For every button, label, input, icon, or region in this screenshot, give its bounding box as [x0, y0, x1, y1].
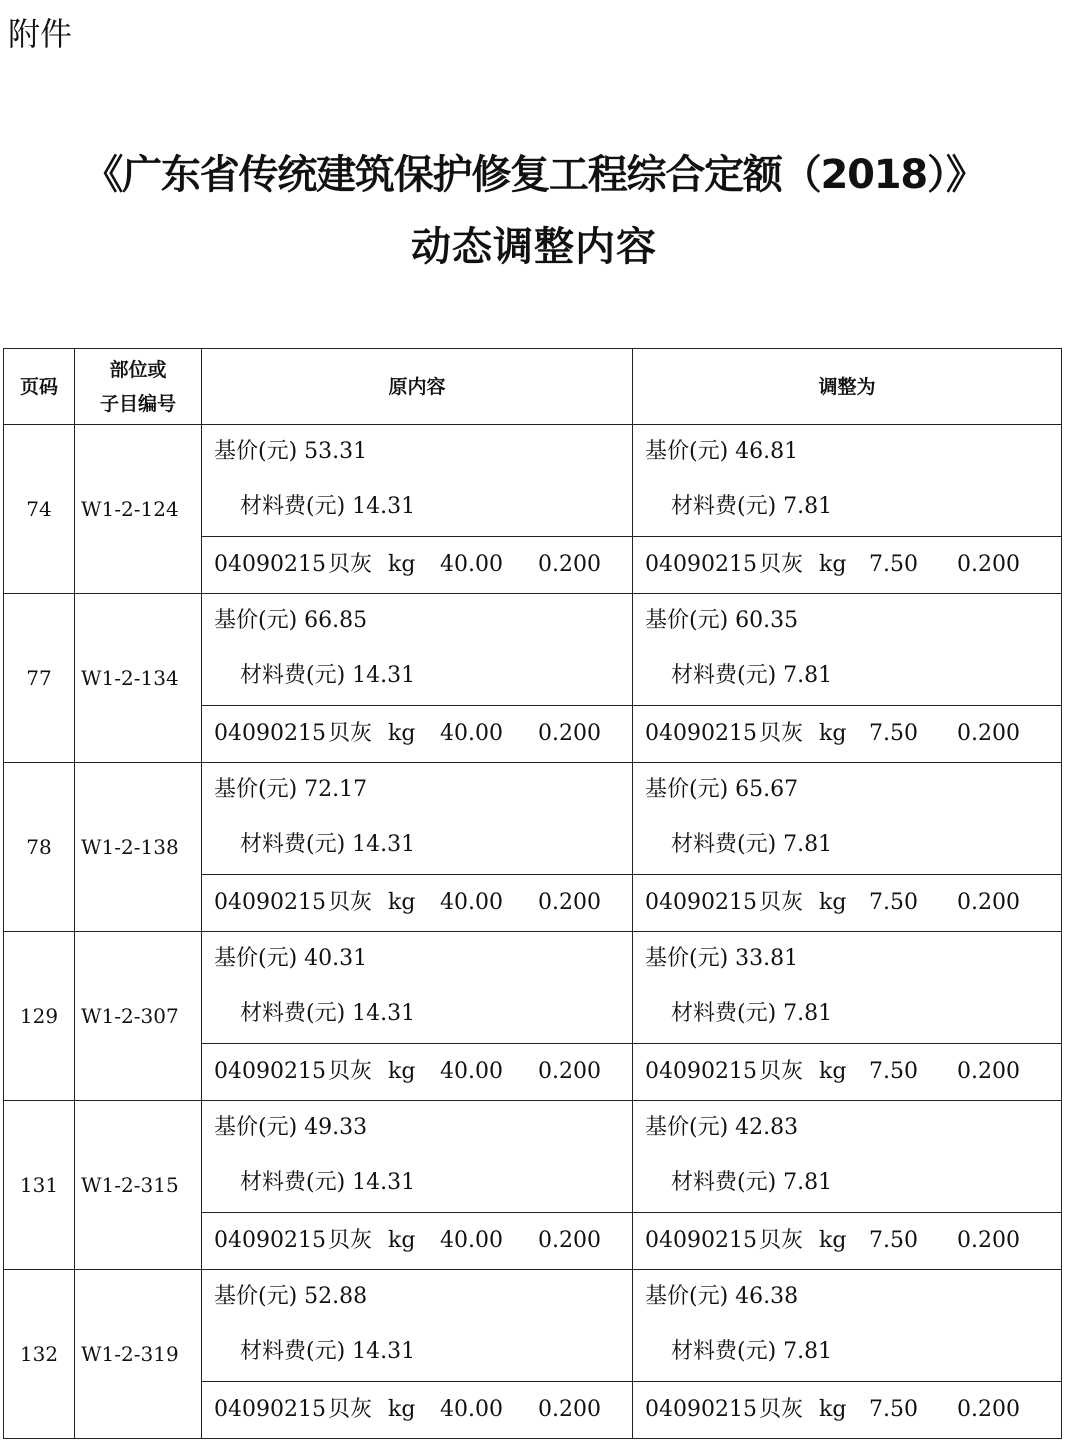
adjusted-material-cost: 材料费(元) 7.81 — [671, 1001, 833, 1026]
header-page: 页码 — [4, 349, 75, 425]
original-material-name: 贝灰 — [328, 1228, 373, 1253]
original-material-cell — [202, 875, 633, 932]
original-material-cost: 材料费(元) 14.31 — [240, 494, 416, 519]
original-material-unit: kg — [388, 721, 416, 746]
adjusted-material-unit: kg — [819, 1397, 847, 1422]
adjusted-material-cell — [633, 875, 1062, 932]
original-material-code: 04090215 — [214, 1228, 326, 1253]
original-material-cell — [202, 537, 633, 594]
original-material-price: 40.00 — [440, 1059, 503, 1084]
adjusted-price-cell — [633, 763, 1062, 875]
adjusted-material-cell — [633, 1213, 1062, 1270]
original-base-price: 基价(元) 53.31 — [214, 439, 368, 464]
adjusted-material-qty: 0.200 — [957, 890, 1020, 915]
adjusted-material-price: 7.50 — [869, 721, 918, 746]
adjusted-material-code: 04090215 — [645, 890, 757, 915]
adjusted-base-price: 基价(元) 46.81 — [645, 439, 799, 464]
original-material-cell — [202, 1213, 633, 1270]
table-row — [4, 425, 1062, 537]
header-part — [75, 349, 202, 425]
adjustment-table — [3, 348, 1062, 1439]
original-material-qty: 0.200 — [538, 1397, 601, 1422]
original-material-name: 贝灰 — [328, 890, 373, 915]
adjusted-material-cost: 材料费(元) 7.81 — [671, 663, 833, 688]
table-header-row — [4, 349, 1062, 425]
adjusted-price-cell — [633, 932, 1062, 1044]
adjusted-material-name: 贝灰 — [759, 1228, 804, 1253]
original-material-qty: 0.200 — [538, 890, 601, 915]
original-material-price: 40.00 — [440, 552, 503, 577]
original-material-name: 贝灰 — [328, 552, 373, 577]
original-material-price: 40.00 — [440, 721, 503, 746]
item-code: W1-2-124 — [75, 425, 202, 594]
adjusted-material-unit: kg — [819, 1228, 847, 1253]
original-material-cell — [202, 706, 633, 763]
table-row — [4, 1101, 1062, 1213]
adjusted-base-price: 基价(元) 42.83 — [645, 1115, 799, 1140]
header-part-line2: 子目编号 — [99, 392, 176, 415]
adjusted-material-unit: kg — [819, 721, 847, 746]
adjusted-material-unit: kg — [819, 1059, 847, 1084]
page-number: 78 — [4, 763, 75, 932]
adjusted-base-price: 基价(元) 65.67 — [645, 777, 799, 802]
header-adjusted: 调整为 — [633, 349, 1062, 425]
adjusted-base-price: 基价(元) 46.38 — [645, 1284, 799, 1309]
original-material-qty: 0.200 — [538, 1228, 601, 1253]
adjusted-material-qty: 0.200 — [957, 1059, 1020, 1084]
original-material-code: 04090215 — [214, 721, 326, 746]
adjusted-material-qty: 0.200 — [957, 1228, 1020, 1253]
adjusted-material-cost: 材料费(元) 7.81 — [671, 494, 833, 519]
adjusted-material-cost: 材料费(元) 7.81 — [671, 1170, 833, 1195]
adjusted-base-price: 基价(元) 60.35 — [645, 608, 799, 633]
original-base-price: 基价(元) 40.31 — [214, 946, 368, 971]
original-base-price: 基价(元) 72.17 — [214, 777, 368, 802]
page-number: 129 — [4, 932, 75, 1101]
table-row — [4, 594, 1062, 706]
item-code: W1-2-315 — [75, 1101, 202, 1270]
table-row — [4, 763, 1062, 875]
original-material-unit: kg — [388, 1228, 416, 1253]
original-material-unit: kg — [388, 1397, 416, 1422]
original-material-unit: kg — [388, 890, 416, 915]
header-original: 原内容 — [202, 349, 633, 425]
original-price-cell — [202, 1101, 633, 1213]
adjusted-material-code: 04090215 — [645, 1059, 757, 1084]
adjusted-material-qty: 0.200 — [957, 721, 1020, 746]
original-material-qty: 0.200 — [538, 552, 601, 577]
original-material-price: 40.00 — [440, 890, 503, 915]
original-material-cell — [202, 1044, 633, 1101]
original-material-cost: 材料费(元) 14.31 — [240, 832, 416, 857]
table-row — [4, 932, 1062, 1044]
original-price-cell — [202, 594, 633, 706]
original-base-price: 基价(元) 49.33 — [214, 1115, 368, 1140]
item-code: W1-2-138 — [75, 763, 202, 932]
item-code: W1-2-319 — [75, 1270, 202, 1439]
original-material-code: 04090215 — [214, 890, 326, 915]
original-material-code: 04090215 — [214, 552, 326, 577]
adjusted-material-price: 7.50 — [869, 890, 918, 915]
adjusted-material-unit: kg — [819, 552, 847, 577]
original-material-qty: 0.200 — [538, 1059, 601, 1084]
adjusted-material-name: 贝灰 — [759, 890, 804, 915]
page-number: 77 — [4, 594, 75, 763]
adjusted-material-code: 04090215 — [645, 1228, 757, 1253]
table-row — [4, 1270, 1062, 1382]
original-base-price: 基价(元) 66.85 — [214, 608, 368, 633]
adjusted-base-price: 基价(元) 33.81 — [645, 946, 799, 971]
adjusted-material-price: 7.50 — [869, 1397, 918, 1422]
original-material-name: 贝灰 — [328, 1397, 373, 1422]
original-base-price: 基价(元) 52.88 — [214, 1284, 368, 1309]
adjusted-material-cell — [633, 1044, 1062, 1101]
adjusted-material-code: 04090215 — [645, 552, 757, 577]
adjusted-material-cost: 材料费(元) 7.81 — [671, 832, 833, 857]
original-price-cell — [202, 1270, 633, 1382]
original-material-price: 40.00 — [440, 1228, 503, 1253]
adjusted-price-cell — [633, 1270, 1062, 1382]
document-title: 《广东省传统建筑保护修复工程综合定额（2018）》 — [83, 152, 985, 198]
original-price-cell — [202, 763, 633, 875]
adjusted-material-price: 7.50 — [869, 552, 918, 577]
adjusted-material-cell — [633, 706, 1062, 763]
adjusted-material-name: 贝灰 — [759, 721, 804, 746]
adjusted-material-unit: kg — [819, 890, 847, 915]
attachment-label: 附件 — [8, 15, 73, 53]
adjusted-material-name: 贝灰 — [759, 1397, 804, 1422]
page-number: 131 — [4, 1101, 75, 1270]
original-material-name: 贝灰 — [328, 721, 373, 746]
original-material-unit: kg — [388, 1059, 416, 1084]
adjusted-material-price: 7.50 — [869, 1059, 918, 1084]
adjusted-material-name: 贝灰 — [759, 552, 804, 577]
original-material-qty: 0.200 — [538, 721, 601, 746]
adjusted-material-cell — [633, 537, 1062, 594]
original-material-cell — [202, 1382, 633, 1439]
adjusted-price-cell — [633, 594, 1062, 706]
original-material-cost: 材料费(元) 14.31 — [240, 1001, 416, 1026]
adjusted-material-cost: 材料费(元) 7.81 — [671, 1339, 833, 1364]
item-code: W1-2-134 — [75, 594, 202, 763]
header-part-line1: 部位或 — [109, 358, 167, 381]
adjusted-material-code: 04090215 — [645, 1397, 757, 1422]
adjusted-material-qty: 0.200 — [957, 1397, 1020, 1422]
item-code: W1-2-307 — [75, 932, 202, 1101]
adjusted-material-code: 04090215 — [645, 721, 757, 746]
adjusted-material-cell — [633, 1382, 1062, 1439]
adjusted-material-price: 7.50 — [869, 1228, 918, 1253]
original-price-cell — [202, 932, 633, 1044]
adjusted-material-qty: 0.200 — [957, 552, 1020, 577]
adjusted-material-name: 贝灰 — [759, 1059, 804, 1084]
page-number: 74 — [4, 425, 75, 594]
original-material-cost: 材料费(元) 14.31 — [240, 1170, 416, 1195]
page-number: 132 — [4, 1270, 75, 1439]
original-material-name: 贝灰 — [328, 1059, 373, 1084]
adjusted-price-cell — [633, 425, 1062, 537]
original-material-cost: 材料费(元) 14.31 — [240, 663, 416, 688]
original-material-unit: kg — [388, 552, 416, 577]
original-material-code: 04090215 — [214, 1397, 326, 1422]
document-subtitle: 动态调整内容 — [411, 224, 657, 270]
original-material-code: 04090215 — [214, 1059, 326, 1084]
adjusted-price-cell — [633, 1101, 1062, 1213]
original-material-price: 40.00 — [440, 1397, 503, 1422]
original-material-cost: 材料费(元) 14.31 — [240, 1339, 416, 1364]
original-price-cell — [202, 425, 633, 537]
